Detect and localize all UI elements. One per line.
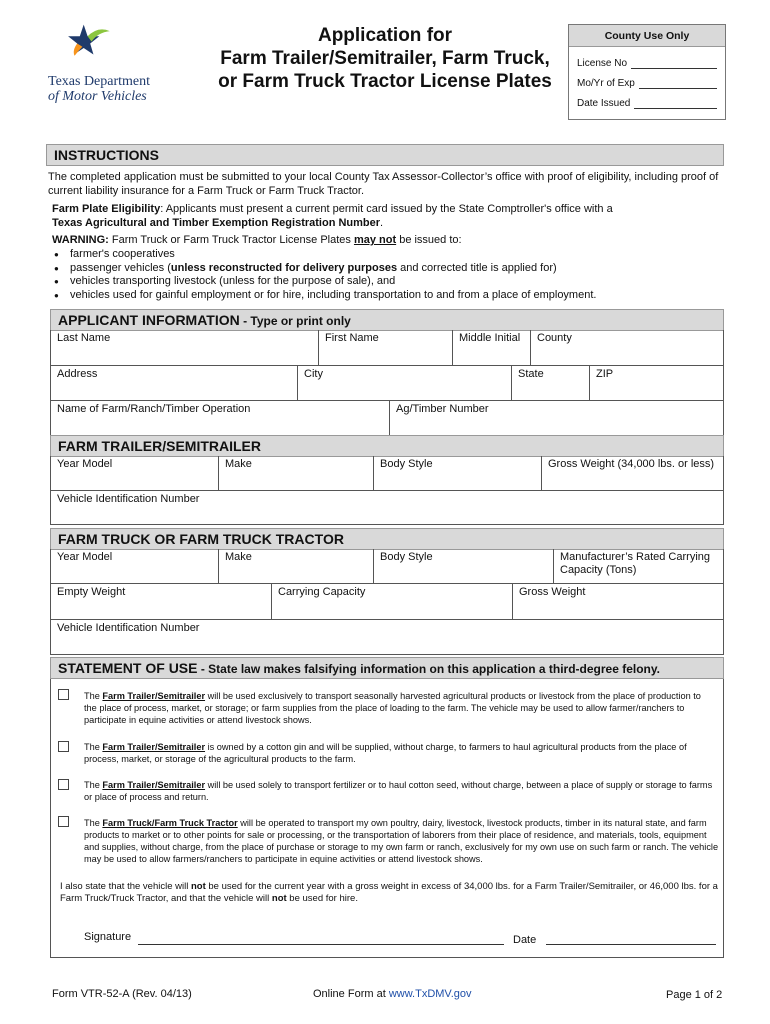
instructions-intro: The completed application must be submitted to your local County Tax Assessor-Collector’s office with proof of eligibility, including proof of current liability insurance for a Farm Truck or Farm Truck Tractor. bbox=[48, 171, 719, 197]
truck-make-field[interactable]: Make bbox=[219, 549, 374, 583]
zip-field[interactable]: ZIP bbox=[596, 368, 614, 380]
truck-empty-weight-field[interactable]: Empty Weight bbox=[51, 584, 272, 619]
txdmv-link[interactable]: www.TxDMV.gov bbox=[388, 988, 472, 1000]
statement-checkbox-1[interactable] bbox=[58, 689, 69, 700]
date-label: Date bbox=[513, 934, 537, 946]
truck-gross-weight-field[interactable]: Gross Weight bbox=[519, 586, 586, 598]
list-item: ● passenger vehicles (unless reconstructed for delivery purposes and corrected title is applied for) bbox=[44, 262, 724, 276]
eligibility-text: Farm Plate Eligibility: Applicants must present a current permit card issued by the State Comptroller's office with a Texas Agricultural and Timber Exemption Registration Number. bbox=[52, 203, 613, 229]
license-no-label: License No bbox=[577, 58, 628, 69]
trailer-heading: FARM TRAILER/SEMITRAILER bbox=[50, 435, 724, 457]
trailer-body-field[interactable]: Body Style bbox=[374, 456, 542, 490]
list-item: ● vehicles transporting livestock (unless for the purpose of sale), and bbox=[44, 275, 724, 289]
truck-year-field[interactable]: Year Model bbox=[51, 549, 219, 583]
statement-checkbox-4[interactable] bbox=[58, 816, 69, 827]
also-state-text: I also state that the vehicle will not be used for the current year with a gross weight in excess of 34,000 lbs. for a Farm Trailer/Semitrailer, or 46,000 lbs. for a Farm Truck/Truck Tractor, and that the vehicle will not be used for hire. bbox=[60, 881, 718, 904]
state-field[interactable]: State bbox=[512, 366, 590, 400]
farm-name-field[interactable]: Name of Farm/Ranch/Timber Operation bbox=[51, 401, 390, 435]
date-field[interactable] bbox=[546, 944, 716, 945]
agency-name: Texas Department of Motor Vehicles bbox=[48, 74, 151, 104]
exp-field[interactable] bbox=[639, 77, 717, 89]
truck-vin-field[interactable]: Vehicle Identification Number bbox=[57, 622, 200, 634]
signature-label: Signature bbox=[84, 931, 132, 943]
truck-grid bbox=[50, 549, 724, 655]
truck-heading: FARM TRUCK OR FARM TRUCK TRACTOR bbox=[50, 528, 724, 550]
truck-body-field[interactable]: Body Style bbox=[374, 549, 554, 583]
date-issued-label: Date Issued bbox=[577, 98, 631, 109]
date-issued-field[interactable] bbox=[634, 97, 717, 109]
list-item: ● farmer's cooperatives bbox=[44, 248, 724, 262]
signature-field[interactable] bbox=[138, 944, 504, 945]
statement-item-1: The Farm Trailer/Semitrailer will be used exclusively to transport seasonally harvested agricultural products or livestock from the place of production to the place of process, market, or storage; or farm supplies from the place of loading to the farm. The vehicle may be used to allow farmer/ranchers to participate in equine activities or attend livestock shows. bbox=[84, 691, 701, 725]
county-use-title: County Use Only bbox=[569, 25, 725, 47]
city-field[interactable]: City bbox=[298, 366, 512, 400]
county-field[interactable]: County bbox=[537, 332, 572, 344]
first-name-field[interactable]: First Name bbox=[319, 330, 453, 365]
statement-checkbox-3[interactable] bbox=[58, 779, 69, 790]
last-name-field[interactable]: Last Name bbox=[51, 330, 319, 365]
trailer-vin-field[interactable]: Vehicle Identification Number bbox=[57, 493, 200, 505]
statement-item-3: The Farm Trailer/Semitrailer will be used solely to transport fertilizer or to haul cotton seed, without charge, between a place of supply or storage to farms or place of process and return. bbox=[84, 780, 713, 802]
address-field[interactable]: Address bbox=[51, 366, 298, 400]
statement-item-2: The Farm Trailer/Semitrailer is owned by a cotton gin and will be supplied, without charge, to farmers to haul agricultural products from the place of process, market, or storage of the agricultural products to the farm. bbox=[84, 742, 687, 764]
page-number: Page 1 of 2 bbox=[666, 989, 723, 1001]
statement-item-4: The Farm Truck/Farm Truck Tractor will be operated to transport my own poultry, dairy, livestock, livestock products, timber in its natural state, and farm products to market or to other points for sale or processing, or the transportation of laborers from their place of residence, and materials, tools, equipment and supplies, without charge, from the place of purchase or storage to my own farm or ranch, exclusively for my own use on such farm or ranch. The vehicle may be used to allow farmers/ranchers to participate in equine activities or attend livestock shows. bbox=[84, 818, 719, 864]
online-form-text: Online Form at www.TxDMV.gov bbox=[313, 988, 472, 1000]
county-use-box bbox=[568, 24, 726, 120]
applicant-grid bbox=[50, 330, 724, 436]
middle-initial-field[interactable]: Middle Initial bbox=[453, 330, 531, 365]
license-no-field[interactable] bbox=[631, 57, 717, 69]
applicant-heading: APPLICANT INFORMATION - Type or print only bbox=[50, 309, 724, 331]
form-id: Form VTR-52-A (Rev. 04/13) bbox=[52, 988, 192, 1000]
trailer-year-field[interactable]: Year Model bbox=[51, 456, 219, 490]
exp-label: Mo/Yr of Exp bbox=[577, 78, 635, 89]
warning-list bbox=[44, 248, 724, 302]
ag-number-field[interactable]: Ag/Timber Number bbox=[396, 403, 489, 415]
statement-checkbox-2[interactable] bbox=[58, 741, 69, 752]
instructions-heading: INSTRUCTIONS bbox=[46, 144, 724, 166]
txdmv-logo-star bbox=[58, 22, 138, 74]
trailer-gross-weight-field[interactable]: Gross Weight (34,000 lbs. or less) bbox=[548, 458, 715, 470]
truck-carrying-capacity-field[interactable]: Carrying Capacity bbox=[272, 584, 513, 619]
truck-rated-capacity-field[interactable]: Manufacturer’s Rated Carrying Capacity (Tons) bbox=[560, 551, 710, 576]
statement-heading: STATEMENT OF USE - State law makes falsifying information on this application a third-degree felony. bbox=[50, 657, 724, 679]
warning-text: WARNING: Farm Truck or Farm Truck Tractor License Plates may not be issued to: bbox=[52, 234, 462, 246]
trailer-make-field[interactable]: Make bbox=[219, 456, 374, 490]
form-title: Application for Farm Trailer/Semitrailer, Farm Truck, or Farm Truck Tractor License Plates bbox=[218, 25, 552, 92]
trailer-grid bbox=[50, 456, 724, 525]
list-item: ● vehicles used for gainful employment or for hire, including transportation to and from a place of employment. bbox=[44, 289, 724, 303]
